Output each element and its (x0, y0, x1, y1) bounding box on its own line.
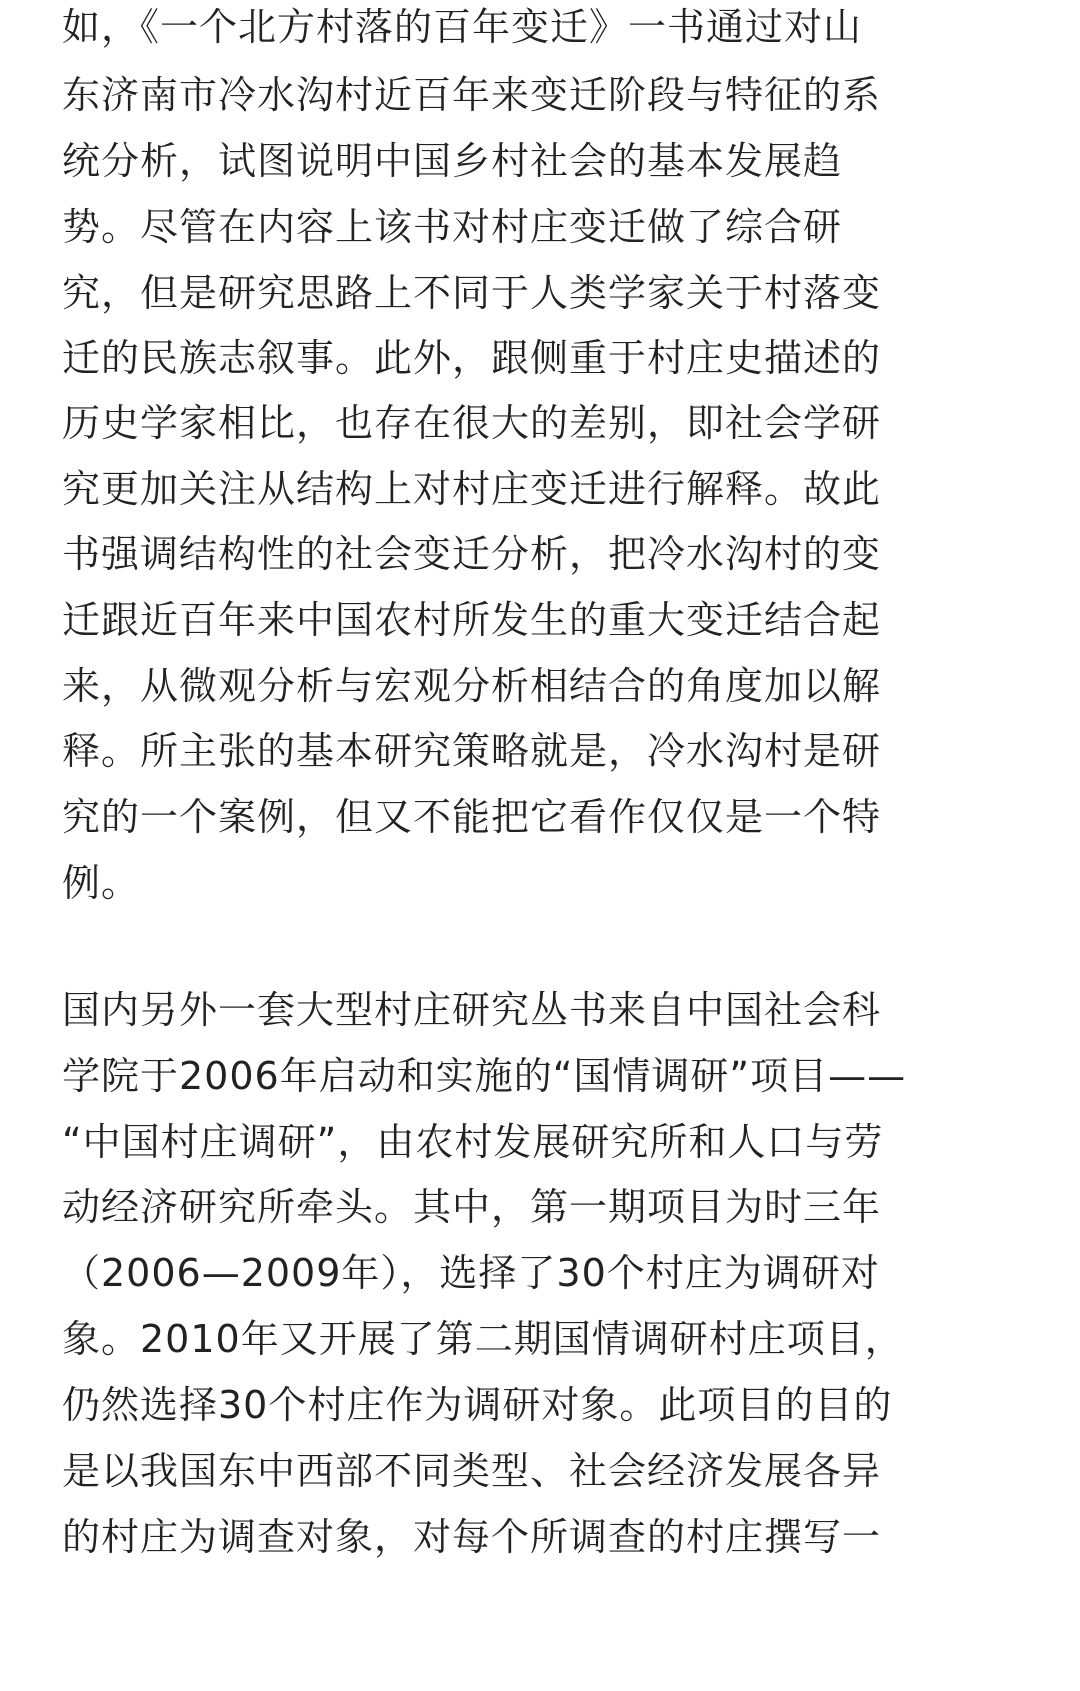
text-line: 书强调结构性的社会变迁分析，把冷水沟村的变 (62, 532, 882, 576)
text-line: 统分析，试图说明中国乡村社会的基本发展趋 (62, 139, 843, 183)
text-line: 东济南市冷水沟村近百年来变迁阶段与特征的系 (62, 73, 882, 117)
text-line: 来，从微观分析与宏观分析相结合的角度加以解 (62, 664, 882, 708)
text-line: 究的一个案例，但又不能把它看作仅仅是一个特 (62, 795, 882, 839)
text-line: 势。尽管在内容上该书对村庄变迁做了综合研 (62, 205, 843, 249)
text-line: 学院于2006年启动和实施的“国情调研”项目—— (62, 1054, 907, 1098)
text-line: 迁跟近百年来中国农村所发生的重大变迁结合起 (62, 598, 882, 642)
text-line: 历史学家相比，也存在很大的差别，即社会学研 (62, 401, 882, 445)
text-line: 象。2010年又开展了第二期国情调研村庄项目， (62, 1317, 904, 1361)
text-line: 迁的民族志叙事。此外，跟侧重于村庄史描述的 (62, 336, 882, 380)
text-line: 的村庄为调查对象，对每个所调查的村庄撰写一 (62, 1515, 882, 1559)
text-line: （2006—2009年），选择了30个村庄为调研对 (62, 1251, 880, 1295)
text-line: “中国村庄调研”，由农村发展研究所和人口与劳 (62, 1120, 884, 1164)
text-line: 究更加关注从结构上对村庄变迁进行解释。故此 (62, 467, 882, 511)
text-line: 释。所主张的基本研究策略就是，冷水沟村是研 (62, 729, 882, 773)
text-line: 究，但是研究思路上不同于人类学家关于村落变 (62, 271, 882, 315)
text-line: 国内另外一套大型村庄研究丛书来自中国社会科 (62, 988, 882, 1032)
text-line: 如，《一个北方村落的百年变迁》一书通过对山 (62, 5, 863, 49)
text-line: 是以我国东中西部不同类型、社会经济发展各异 (62, 1449, 882, 1493)
text-line: 动经济研究所牵头。其中，第一期项目为时三年 (62, 1185, 882, 1229)
text-line: 仍然选择30个村庄作为调研对象。此项目的目的 (62, 1383, 893, 1427)
text-line: 例。 (62, 861, 141, 905)
